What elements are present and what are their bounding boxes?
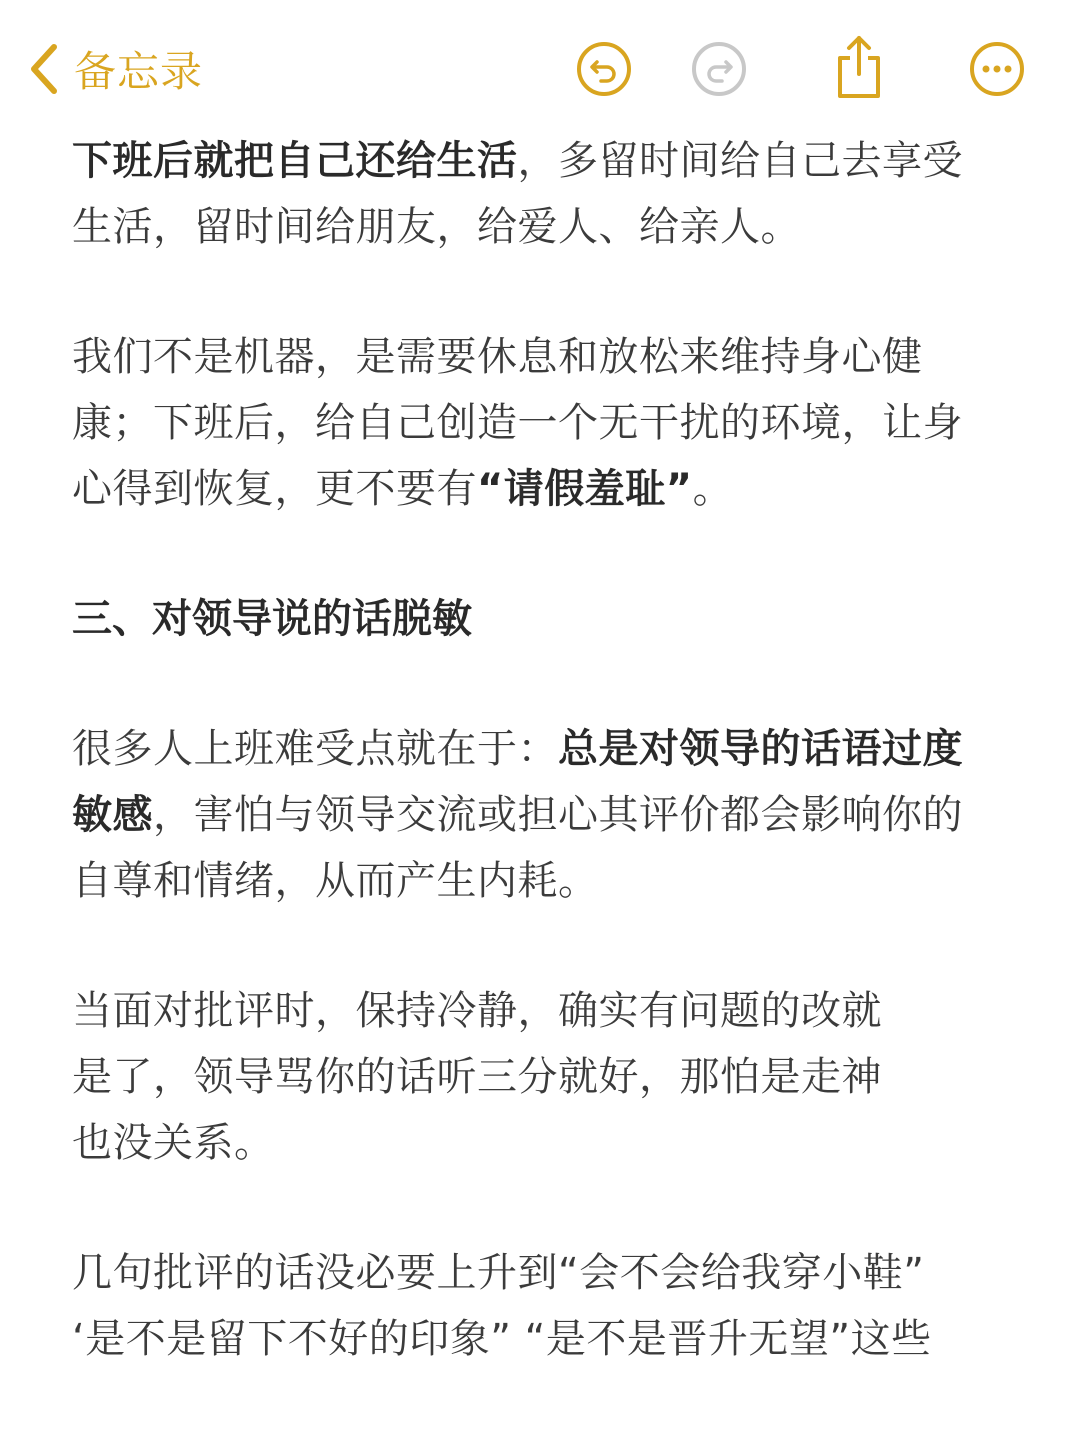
bold-text: 敏感 [72,792,153,838]
text: 当面对批评时，保持冷静，确实有问题的改就 [72,988,882,1034]
paragraph [72,978,1012,1176]
paragraph [72,716,1012,914]
redo-button[interactable] [690,40,748,98]
text: 很多人上班难受点就在于： [72,726,558,772]
paragraph [72,324,1012,522]
bold-text: “请假羞耻” [477,466,693,512]
toolbar [0,0,1080,130]
chevron-left-icon [28,43,60,95]
undo-icon [575,40,633,98]
section-heading: 三、对领导说的话脱敏 [72,596,472,642]
more-button[interactable] [968,40,1026,98]
bold-text: 总是对领导的话语过度 [558,726,963,772]
more-icon [968,40,1026,98]
text: ‘是不是留下不好的印象” “是不是晋升无望”这些 [72,1316,932,1362]
back-label: 备忘录 [74,47,204,96]
paragraph [72,1240,1012,1372]
text: 生活，留时间给朋友，给爱人、给亲人。 [72,204,801,250]
note-body[interactable] [72,128,1012,1372]
text: 康；下班后，给自己创造一个无干扰的环境，让身 [72,400,963,446]
share-button[interactable] [830,34,888,100]
text: 是了，领导骂你的话听三分就好，那怕是走神 [72,1054,882,1100]
text: ，害怕与领导交流或担心其评价都会影响你的 [153,792,963,838]
back-button[interactable] [28,38,203,100]
bold-text: 下班后就把自己还给生活 [72,138,518,184]
text: 心得到恢复，更不要有 [72,466,477,512]
paragraph [72,128,1012,260]
text: 我们不是机器，是需要休息和放松来维持身心健 [72,334,923,380]
text: 也没关系。 [72,1120,275,1166]
undo-button[interactable] [575,40,633,98]
text: 。 [692,466,734,512]
text: 几句批评的话没必要上升到“会不会给我穿小鞋” [72,1250,925,1296]
text: 自尊和情绪，从而产生内耗。 [72,858,599,904]
share-icon [830,34,888,100]
text: ，多留时间给自己去享受 [517,138,963,184]
redo-icon [690,40,748,98]
